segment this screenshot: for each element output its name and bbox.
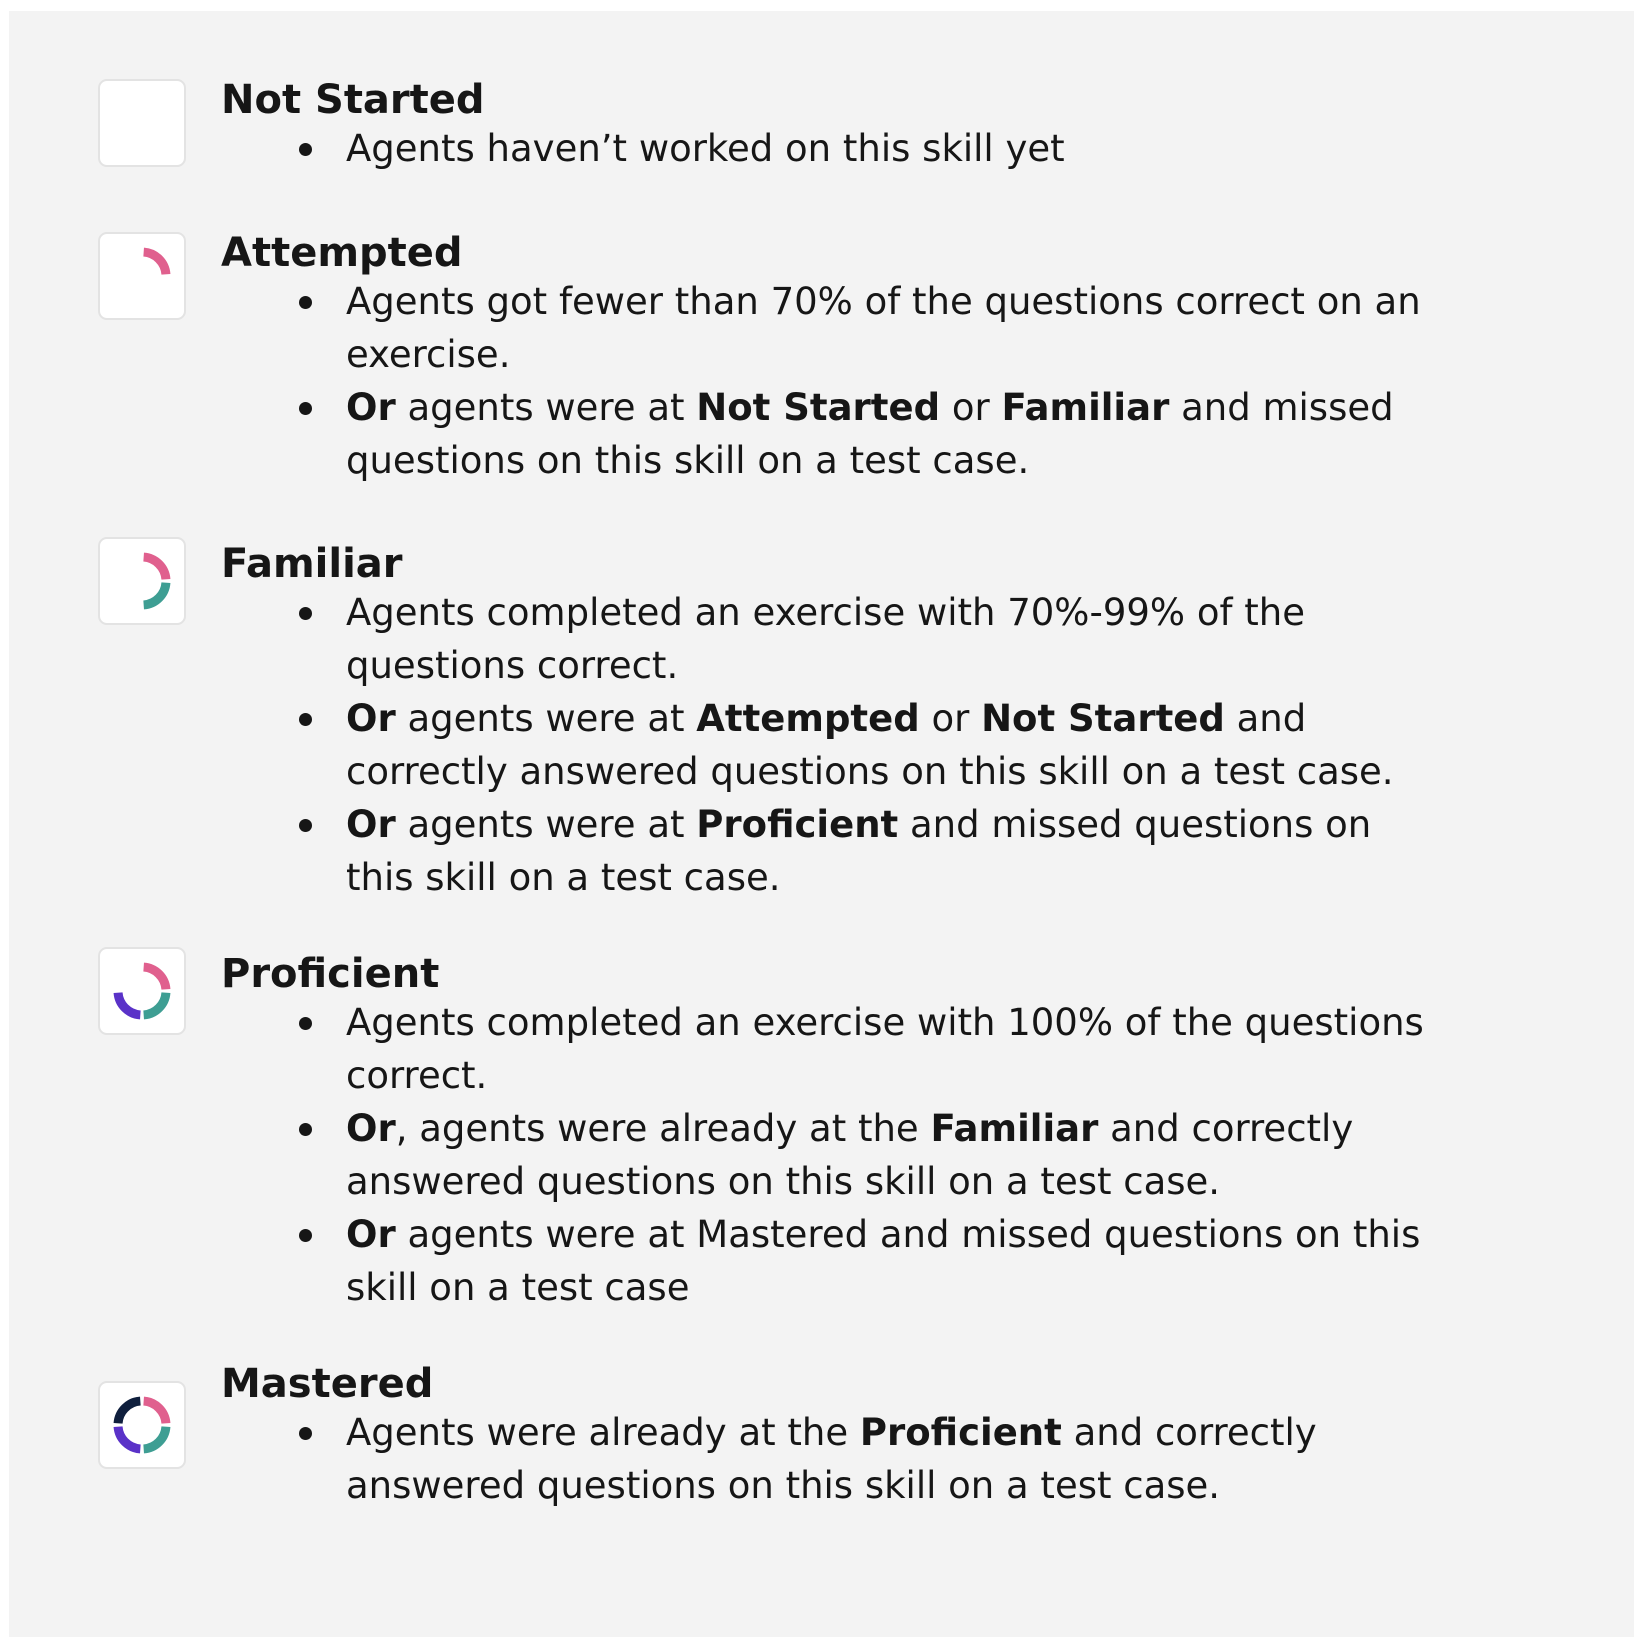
level-criteria-list [299,122,1429,175]
criteria-text: Agents haven’t worked on this skill yet [346,127,1065,170]
progress-ring-svg [100,234,184,318]
criteria-item [299,692,1429,798]
criteria-text: and correctly answered questions on this skill on a test case. [346,1411,1317,1507]
criteria-text-bold: Or [346,386,396,429]
ring-segment-teal [144,1427,166,1449]
criteria-text: Agents got fewer than 70% of the questions correct on an exercise. [346,280,1421,376]
criteria-text: agents were at Mastered and missed questions on this skill on a test case [346,1213,1421,1309]
criteria-item [299,1406,1429,1512]
criteria-text: and missed questions on this skill on a test case. [346,803,1372,899]
criteria-text: Agents completed an exercise with 70%-99% of the questions correct. [346,591,1305,687]
ring-segment-teal [144,993,166,1015]
progress-ring-4-icon [98,1381,186,1469]
criteria-text: and correctly answered questions on this skill on a test case. [346,697,1394,793]
ring-segment-purple [118,1427,140,1449]
progress-ring-svg [100,949,184,1033]
criteria-item [299,586,1429,692]
ring-segment-pink [144,252,166,274]
level-title: Proficient [221,951,440,997]
ring-segment-pink [144,967,166,989]
level-criteria-list [299,996,1429,1314]
progress-ring-0-icon [98,79,186,167]
criteria-item [299,275,1429,381]
criteria-item [299,798,1429,904]
progress-ring-3-icon [98,947,186,1035]
level-title: Attempted [221,230,463,276]
criteria-text-bold: Attempted [696,697,920,740]
criteria-text: and missed questions on this skill on a test case. [346,386,1394,482]
criteria-text: and correctly answered questions on this skill on a test case. [346,1107,1354,1203]
criteria-item [299,122,1429,175]
level-criteria-list [299,1406,1429,1512]
criteria-text-bold: Familiar [1001,386,1170,429]
criteria-text: , agents were already at the [395,1107,931,1150]
progress-ring-svg [100,539,184,623]
mastery-levels-panel [9,11,1634,1637]
criteria-text: agents were at [395,697,697,740]
criteria-text: agents were at [395,803,697,846]
criteria-item [299,996,1429,1102]
criteria-text-bold: Proficient [859,1411,1062,1454]
criteria-item [299,381,1429,487]
level-title: Not Started [221,77,485,123]
criteria-text: Agents completed an exercise with 100% of the questions correct. [346,1001,1424,1097]
criteria-text-bold: Not Started [696,386,941,429]
level-criteria-list [299,586,1429,904]
level-title: Familiar [221,541,403,587]
criteria-text-bold: Or [346,1107,396,1150]
criteria-text-bold: Or [346,1213,396,1256]
progress-ring-2-icon [98,537,186,625]
criteria-text: Agents were already at the [346,1411,860,1454]
criteria-item [299,1208,1429,1314]
ring-segment-pink [144,1401,166,1423]
criteria-text-bold: Or [346,697,396,740]
progress-ring-svg [100,1383,184,1467]
criteria-text-bold: Familiar [930,1107,1099,1150]
ring-segment-teal [144,583,166,605]
ring-segment-navy [118,1401,140,1423]
criteria-text-bold: Proficient [696,803,899,846]
level-criteria-list [299,275,1429,487]
criteria-text-bold: Not Started [981,697,1225,740]
criteria-text: or [940,386,1002,429]
ring-segment-pink [144,557,166,579]
criteria-item [299,1102,1429,1208]
level-title: Mastered [221,1361,434,1407]
progress-ring-1-icon [98,232,186,320]
progress-ring-svg [100,81,184,165]
criteria-text: or [919,697,982,740]
criteria-text: agents were at [395,386,697,429]
criteria-text-bold: Or [346,803,396,846]
ring-segment-purple [118,993,140,1015]
